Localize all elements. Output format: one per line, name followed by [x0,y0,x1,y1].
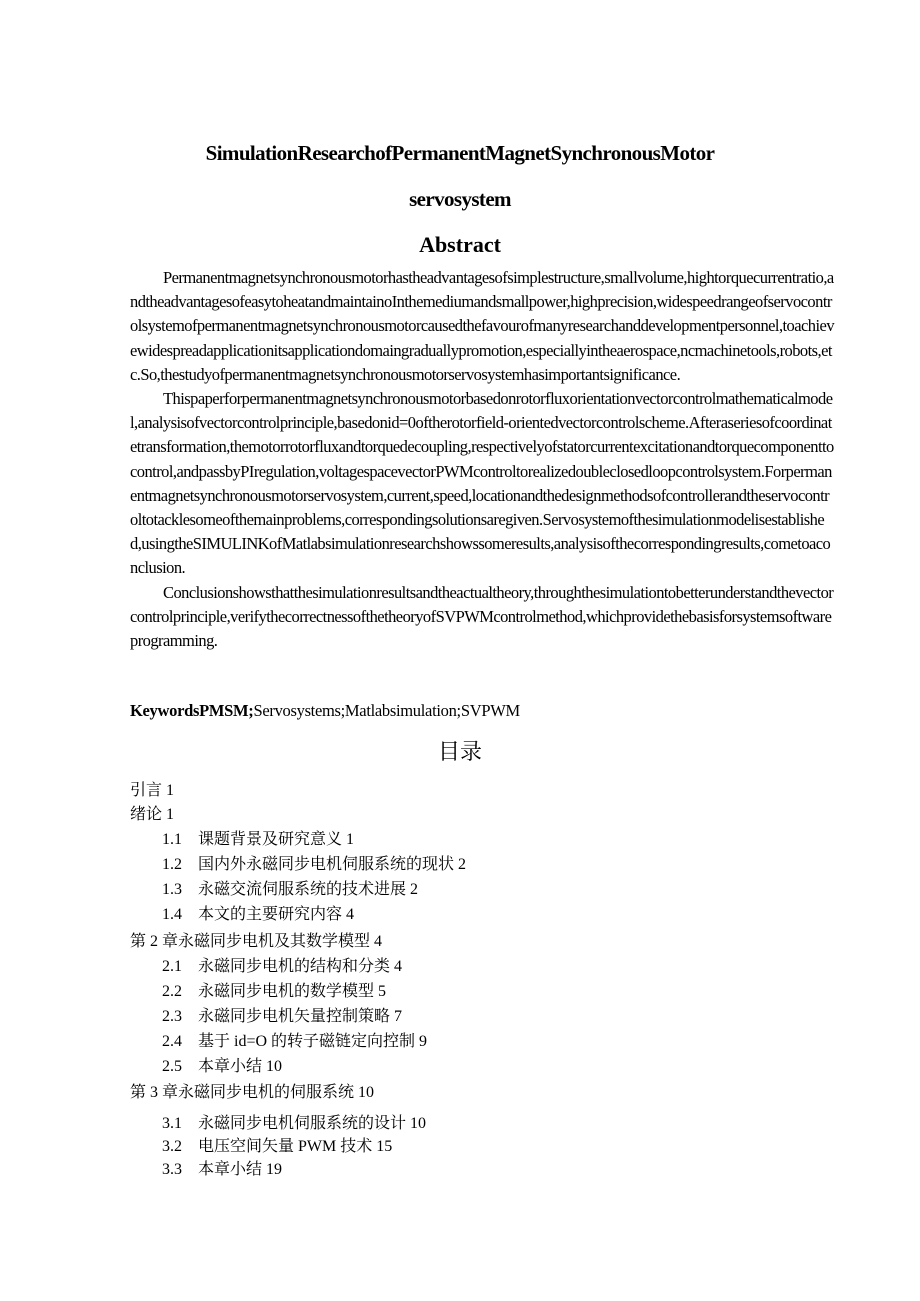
abstract-heading: Abstract [419,232,501,257]
toc-item [162,876,418,899]
toc-item-number: 3.2 [162,1138,182,1155]
toc-item-number: 3.1 [162,1115,182,1132]
toc-item-number: 2.1 [162,958,182,975]
abstract-paragraph-2: Thispaperforpermanentmagnetsynchronousmotorbasedonrotorfluxorientationvectorcontrolmathematicalmodel,analysisofvectorcontrolprinciple,basedonid=0oftherotorfield-orientedvectorcontrolscheme.Afteraseriesofcoordinatetransformation,themotorrotorfluxandtorquedecoupling,respectivelyofstatorcurrentexcitationandtorquecomponenttocontrol,andpassbyPIregulation,voltagespacevectorPWMcontroltorealizedoubleclosedloopcontrolsystem.Forpermanentmagnetsynchronousmotorservosystem,current,speed,locationandthedesignmethodsofcontrollerandtheservocontroltotacklesomeofthemainproblems,correspondingsolutionsaregiven.Servosystemofthesimulationmodelisestablished,usingtheSIMULINKofMatlabsimulationresearchshowssomeresults,analysisofthecorrespondingresults,cometoaconclusion. [130,389,834,578]
toc-item [162,953,402,976]
toc-item [162,826,354,849]
abstract-paragraph-1: Permanentmagnetsynchronousmotorhastheadvantagesofsimplestructure,smallvolume,hightorquecurrentratio,andtheadvantagesofeasytoheatandmaintainoInthemediumandsmallpower,highprecision,widespeedrangeofservocontrolsystemofpermanentmagnetsynchronousmotorcausedthefavourofmanyresearchanddevelopmentpersonnel,toachievewidespreadapplicationitsapplicationdomaingraduallypromotion,especiallyintheaerospace,ncmachinetools,robots,etc.So,thestudyofpermanentmagnetsynchronousmotorservosystemhasimportantsignificance. [130,268,835,384]
toc-item [162,1053,282,1076]
paper-title-line-2: servosystem [409,187,511,211]
toc-item-text: 永磁同步电机的结构和分类 4 [198,958,403,975]
toc-item-text: 永磁交流伺服系统的技术进展 2 [198,881,419,898]
toc-item-number: 2.3 [162,1008,182,1025]
toc-item [162,978,386,1001]
toc-item [162,1133,392,1156]
toc-item-text: 基于 id=O 的转子磁链定向控制 9 [198,1033,428,1050]
toc-item [162,1156,282,1179]
toc-item-number: 1.2 [162,856,182,873]
toc-item [162,1028,427,1051]
toc-item-text: 第 3 章永磁同步电机的伺服系统 10 [130,1084,375,1101]
toc-item-text: 国内外永磁同步电机伺服系统的现状 2 [198,856,467,873]
toc-item [130,928,382,951]
toc-item-number: 1.3 [162,881,182,898]
toc-heading: 目录 [437,740,482,765]
keywords-label: KeywordsPMSM; [130,701,254,720]
toc-item-text: 永磁同步电机矢量控制策略 7 [198,1008,403,1025]
toc-item-text: 本文的主要研究内容 4 [198,906,355,923]
toc-item-number: 2.4 [162,1033,182,1050]
toc-item-text: 引言 1 [130,782,175,799]
toc-item [162,1003,402,1026]
toc-item-number: 2.2 [162,983,182,1000]
toc-item-text: 本章小结 19 [198,1161,283,1178]
toc-item-text: 本章小结 10 [198,1058,283,1075]
toc-item [130,1079,374,1102]
toc-item-text: 课题背景及研究意义 1 [198,831,355,848]
toc-item [162,901,354,924]
toc-item [162,851,466,874]
keywords-text: Servosystems;Matlabsimulation;SVPWM [253,701,520,720]
toc-item-number: 2.5 [162,1058,182,1075]
toc-item-text: 绪论 1 [130,806,175,823]
keywords-line [130,701,520,721]
toc-item [130,801,174,824]
toc-item [130,777,174,800]
paper-title-line-1: SimulationResearchofPermanentMagnetSynchronousMotor [205,141,715,165]
toc-item [162,1110,426,1133]
abstract-body [130,266,835,653]
toc-item-number: 1.1 [162,831,182,848]
abstract-paragraph-3: Conclusionshowsthatthesimulationresultsandtheactualtheory,throughthesimulationtobetterunderstandthevectorcontrolprinciple,verifythecorrectnessofthetheoryofSVPWMcontrolmethod,whichprovidethebasisforsystemsoftwareprogramming. [130,582,834,651]
toc-item-number: 3.3 [162,1161,182,1178]
toc-item-text: 第 2 章永磁同步电机及其数学模型 4 [130,933,383,950]
toc-item-text: 永磁同步电机的数学模型 5 [198,983,387,1000]
toc-item-number: 1.4 [162,906,182,923]
toc-item-text: 永磁同步电机伺服系统的设计 10 [198,1115,427,1132]
toc-item-text: 电压空间矢量 PWM 技术 15 [198,1138,393,1155]
